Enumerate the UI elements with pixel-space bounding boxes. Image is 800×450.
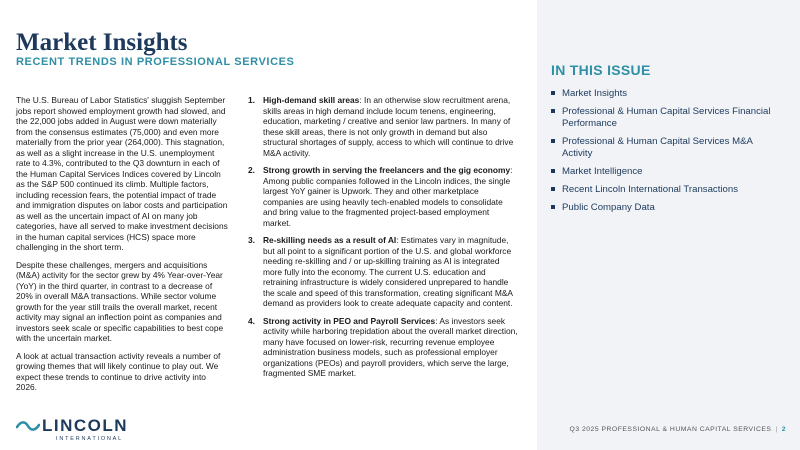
- trend-body: : Estimates vary in magnitude, but all point to a significant portion of the U.S. and global workforce needing re-skilling and / or up-skilling training as AI is integrated more fully into the economy. The current U.S. education and retraining infrastructure is widely considered unprepared to handle the scale and speed of this transformation, creating significant M&A demand as providers look to create adequate capacity and content.: [263, 235, 513, 308]
- intro-paragraph: Despite these challenges, mergers and acquisitions (M&A) activity for the sector grew by 4% Year-over-Year (YoY) in the third quarter, in contrast to a decrease of 20% in overall M&A transactions. While sector volume growth for the year still trails the overall market, recent activity may signal an inflection point as companies and investors seek scale or specific capabilities to best cope with the uncertain market.: [16, 259, 224, 343]
- logo-wordmark: LINCOLN: [42, 416, 129, 435]
- footer-text: Q3 2025 PROFESSIONAL & HUMAN CAPITAL SERVICES: [569, 426, 772, 433]
- issue-item-label: Recent Lincoln International Transactions: [562, 183, 738, 195]
- issue-item-market-intelligence[interactable]: [551, 166, 781, 178]
- intro-column: [16, 95, 228, 400]
- issue-item-public-company-data[interactable]: [551, 202, 781, 214]
- issue-item-label: Market Insights: [562, 88, 628, 99]
- issue-item-label: Professional & Human Capital Services Financial Performance: [562, 105, 771, 129]
- trend-heading: Strong growth in serving the freelancers and the gig economy: [263, 165, 511, 175]
- page-number: 2: [781, 426, 786, 433]
- in-this-issue-title: IN THIS ISSUE: [551, 62, 651, 78]
- issue-item-ma-activity[interactable]: [551, 136, 781, 160]
- page-subtitle: RECENT TRENDS IN PROFESSIONAL SERVICES: [16, 56, 295, 68]
- trend-heading: Re-skilling needs as a result of AI: [263, 235, 397, 245]
- trend-item: [248, 316, 518, 379]
- in-this-issue-list: [551, 88, 781, 220]
- trend-heading: High-demand skill areas: [263, 95, 360, 105]
- trend-item: [248, 165, 518, 228]
- trend-item: [248, 95, 518, 158]
- trend-item: [248, 235, 518, 309]
- footer-separator: |: [775, 426, 778, 433]
- issue-item-recent-transactions[interactable]: [551, 184, 781, 196]
- trend-body: : As investors seek activity while harboring trepidation about the overall market direction, many have focused on lower-risk, recurring revenue employee administration business models, such as professional employer organizations (PEOs) and payroll providers, which serve the large, fragmented SME market.: [263, 315, 518, 378]
- trends-list: [248, 95, 518, 379]
- page-title: Market Insights: [16, 29, 188, 56]
- intro-paragraph: A look at actual transaction activity reveals a number of growing themes that will likely continue to play out. We expect these trends to continue to drive activity into 2026.: [16, 350, 221, 392]
- issue-item-label: Professional & Human Capital Services M&A Activity: [562, 135, 753, 159]
- square-bullet-icon: [551, 169, 555, 173]
- square-bullet-icon: [551, 91, 555, 95]
- square-bullet-icon: [551, 187, 555, 191]
- page-footer: [570, 426, 786, 433]
- lincoln-logo: [16, 418, 131, 442]
- trend-number: 2.: [248, 165, 255, 175]
- wave-logo-icon: [16, 418, 40, 434]
- trend-number: 4.: [248, 315, 255, 326]
- intro-paragraph: The U.S. Bureau of Labor Statistics' sluggish September jobs report showed employment growth had slowed, and the 22,000 jobs added in August were down materially from the consensus estimates (75,000) and even more materially from the prior year (264,000). This stagnation, as well as a slight increase in the U.S. unemployment rate to 4.3%, contributed to the Q3 downturn in each of the Human Capital Services Indices covered by Lincoln as the S&P 500 continued its climb. Multiple factors, including recession fears, the potential impact of trade and immigration disputes on labor costs and participation as well as the uncertain impact of AI on many job categories, have all served to make investment decisions in the human capital services (HCS) space more challenging in the short term.: [16, 95, 228, 252]
- logo-subtext: INTERNATIONAL: [56, 436, 123, 442]
- issue-item-market-insights[interactable]: [551, 88, 781, 100]
- trend-number: 3.: [248, 235, 255, 245]
- issue-item-label: Public Company Data: [562, 201, 655, 213]
- square-bullet-icon: [551, 139, 555, 143]
- issue-item-financial-performance[interactable]: [551, 106, 781, 130]
- square-bullet-icon: [551, 109, 555, 113]
- trend-body: : Among public companies followed in the Lincoln indices, the single largest YoY gainer is Upwork. They and other marketplace companies are using heavily tech-enabled models to consolidate and bring value to the fragmented project-based employment market.: [263, 165, 513, 228]
- trend-heading: Strong activity in PEO and Payroll Services: [263, 315, 436, 326]
- trend-number: 1.: [248, 95, 255, 105]
- square-bullet-icon: [551, 205, 555, 209]
- trend-body: : In an otherwise slow recruitment arena, skills areas in high demand include locum tenens, engineering, education, marketing / creative and senior law partners. In many of these skill areas, there is not only growth in demand but also structural shortages of supply, access to which will continue to drive M&A activity.: [263, 95, 514, 158]
- trends-column: [248, 95, 518, 386]
- issue-item-label: Market Intelligence: [562, 165, 643, 177]
